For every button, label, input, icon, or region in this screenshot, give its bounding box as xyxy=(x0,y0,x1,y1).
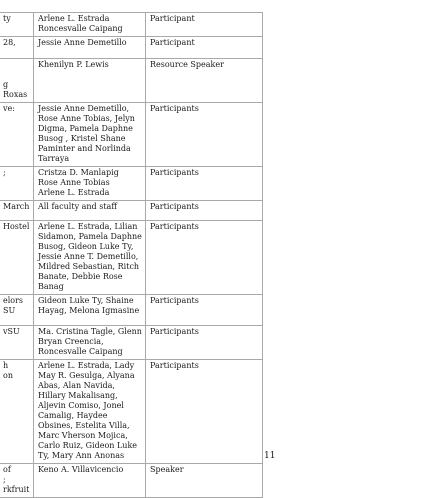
cell-activity-fragment: Hostel xyxy=(0,221,34,295)
table-row xyxy=(0,37,263,59)
cell-role: Speaker xyxy=(146,464,263,498)
cell-activity-fragment: g Roxas xyxy=(0,59,34,103)
cell-activity-fragment: ty xyxy=(0,13,34,37)
cell-role: Resource Speaker xyxy=(146,59,263,103)
cell-names: Keno A. Villavicencio xyxy=(34,464,146,498)
table-row xyxy=(0,464,263,498)
table-row xyxy=(0,103,263,167)
cell-role: Participants xyxy=(146,221,263,295)
cell-activity-fragment: h on xyxy=(0,360,34,464)
cell-names: Arlene L. Estrada, Lady May R. Gesulga, Alyana Abas, Alan Navida, Hillary Makalisang, Aljevin Comiso, Jonel Camalig, Haydee Obsines, Estelita Villa, Marc Vherson Mojica, Carlo Ruiz, Gideon Luke Ty, Mary Ann Anonas xyxy=(34,360,146,464)
cell-names: Khenilyn P. Lewis xyxy=(34,59,146,103)
table-row xyxy=(0,59,263,103)
cell-role: Participant xyxy=(146,13,263,37)
cell-names: Cristza D. Manlapig Rose Anne Tobias Arlene L. Estrada xyxy=(34,167,146,201)
cell-activity-fragment: ; xyxy=(0,167,34,201)
activities-table xyxy=(0,12,263,498)
cell-role: Participants xyxy=(146,167,263,201)
cell-names: Gideon Luke Ty, Shaine Hayag, Melona Igmasine xyxy=(34,295,146,326)
table-row xyxy=(0,167,263,201)
cell-names: Jessie Anne Demetillo xyxy=(34,37,146,59)
cell-names: Arlene L. Estrada Roncesvalle Caipang xyxy=(34,13,146,37)
table-row xyxy=(0,326,263,360)
cell-role: Participants xyxy=(146,360,263,464)
cell-activity-fragment: vSU xyxy=(0,326,34,360)
cell-activity-fragment: March xyxy=(0,201,34,221)
cell-role: Participants xyxy=(146,103,263,167)
table-row xyxy=(0,201,263,221)
table-body xyxy=(0,13,263,498)
cell-activity-fragment: of ; rkfruit xyxy=(0,464,34,498)
table-row xyxy=(0,13,263,37)
cell-names: Jessie Anne Demetillo, Rose Anne Tobias, Jelyn Digma, Pamela Daphne Busog , Kristel Shane Paminter and Norlinda Tarraya xyxy=(34,103,146,167)
cell-role: Participants xyxy=(146,326,263,360)
cell-names: Ma. Cristina Tagle, Glenn Bryan Creencia, Roncesvalle Caipang xyxy=(34,326,146,360)
table-row xyxy=(0,360,263,464)
cell-role: Participants xyxy=(146,295,263,326)
page-number: 11 xyxy=(264,451,276,461)
table-row xyxy=(0,295,263,326)
cell-role: Participants xyxy=(146,201,263,221)
cell-activity-fragment: 28, xyxy=(0,37,34,59)
cell-role: Participant xyxy=(146,37,263,59)
cell-names: Arlene L. Estrada, Lilian Sidamon, Pamela Daphne Busog, Gideon Luke Ty, Jessie Anne T. Demetillo, Mildred Sebastian, Ritch Banate, Debbie Rose Banag xyxy=(34,221,146,295)
table-row xyxy=(0,221,263,295)
cell-names: All faculty and staff xyxy=(34,201,146,221)
cell-activity-fragment: ve: xyxy=(0,103,34,167)
cell-activity-fragment: elors SU xyxy=(0,295,34,326)
